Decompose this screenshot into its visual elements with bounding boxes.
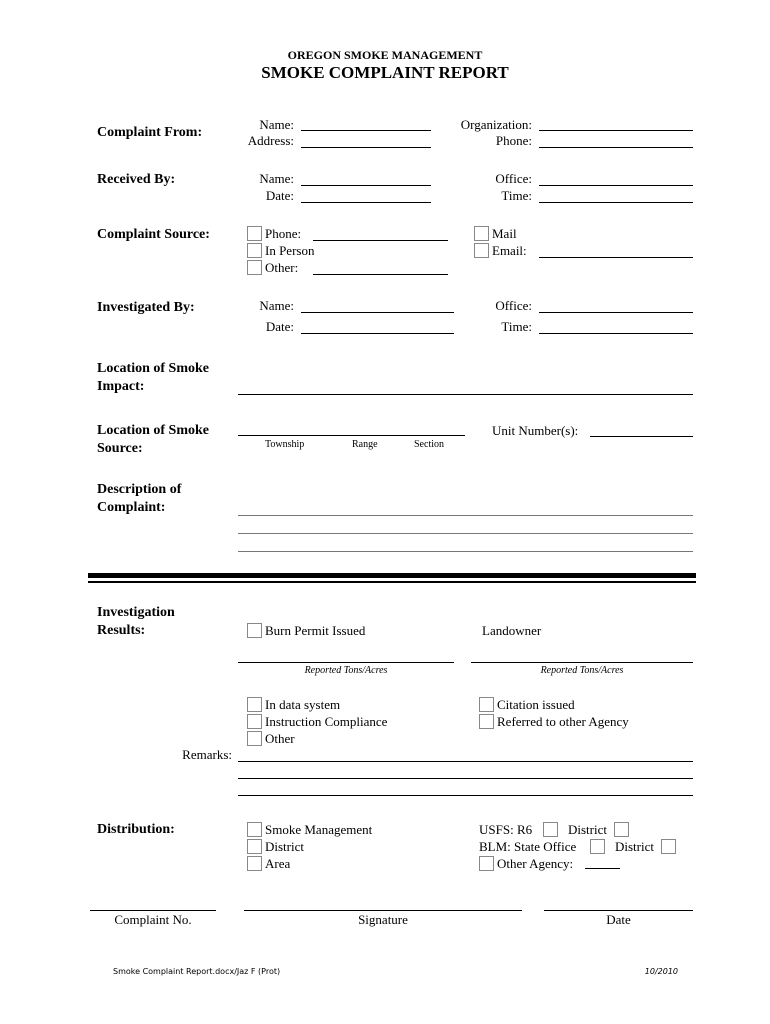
- usfs-r6-label: USFS: R6: [479, 822, 533, 837]
- range-caption: Range: [352, 439, 378, 450]
- usfs-district-checkbox[interactable]: [614, 822, 629, 837]
- footer-filename: Smoke Complaint Report.docx/Jaz F (Prot): [113, 967, 281, 976]
- description-label-line2: Complaint:: [97, 500, 166, 515]
- investigated-by-time-label: Time:: [501, 319, 532, 334]
- source-mail-checkbox[interactable]: [474, 226, 489, 241]
- source-phone-label: Phone:: [265, 226, 302, 241]
- unit-numbers-field[interactable]: [590, 436, 693, 437]
- distribution-district-checkbox[interactable]: [247, 839, 262, 854]
- permit-tons-caption: Reported Tons/Acres: [304, 665, 388, 676]
- date-label: Date: [606, 912, 631, 927]
- usfs-district-label: District: [568, 822, 607, 837]
- other-agency-field[interactable]: [585, 868, 620, 869]
- remarks-line-1[interactable]: [238, 761, 693, 762]
- description-label-line1: Description of: [97, 482, 182, 497]
- blm-district-label: District: [615, 839, 654, 854]
- investigated-by-name-label: Name:: [259, 298, 294, 313]
- citation-issued-checkbox[interactable]: [479, 697, 494, 712]
- investigation-label-line1: Investigation: [97, 605, 175, 620]
- instruction-compliance-checkbox[interactable]: [247, 714, 262, 729]
- complaint-from-phone-field[interactable]: [539, 147, 693, 148]
- investigated-by-office-label: Office:: [495, 298, 532, 313]
- date-field[interactable]: [544, 910, 693, 911]
- in-data-system-checkbox[interactable]: [247, 697, 262, 712]
- complaint-from-address-field[interactable]: [301, 147, 431, 148]
- other-agency-checkbox[interactable]: [479, 856, 494, 871]
- unit-numbers-label: Unit Number(s):: [492, 423, 579, 438]
- description-line-3[interactable]: [238, 551, 693, 552]
- other-agency-label: Other Agency:: [497, 856, 574, 871]
- blm-district-checkbox[interactable]: [661, 839, 676, 854]
- form-title: SMOKE COMPLAINT REPORT: [261, 63, 509, 82]
- distribution-area-label: Area: [265, 856, 291, 871]
- section-divider-thick: [88, 573, 696, 578]
- investigated-by-office-field[interactable]: [539, 312, 693, 313]
- instruction-compliance-label: Instruction Compliance: [265, 714, 388, 729]
- remarks-label: Remarks:: [182, 747, 232, 762]
- blm-state-office-label: BLM: State Office: [479, 839, 577, 854]
- location-impact-label-line2: Impact:: [97, 379, 145, 394]
- complaint-from-organization-label: Organization:: [460, 117, 532, 132]
- complaint-source-label: Complaint Source:: [97, 227, 210, 242]
- source-other-checkbox[interactable]: [247, 260, 262, 275]
- received-by-time-label: Time:: [501, 188, 532, 203]
- received-by-name-field[interactable]: [301, 185, 431, 186]
- burn-permit-label: Burn Permit Issued: [265, 623, 366, 638]
- investigation-other-checkbox[interactable]: [247, 731, 262, 746]
- signature-label: Signature: [358, 912, 408, 927]
- received-by-time-field[interactable]: [539, 202, 693, 203]
- location-impact-field[interactable]: [238, 394, 693, 395]
- distribution-label: Distribution:: [97, 822, 175, 837]
- description-line-1[interactable]: [238, 515, 693, 516]
- complaint-no-field[interactable]: [90, 910, 216, 911]
- section-divider-thin: [88, 581, 696, 583]
- permit-tons-field[interactable]: [238, 662, 454, 663]
- received-by-office-label: Office:: [495, 171, 532, 186]
- usfs-r6-checkbox[interactable]: [543, 822, 558, 837]
- complaint-from-name-label: Name:: [259, 117, 294, 132]
- description-line-2[interactable]: [238, 533, 693, 534]
- complaint-from-phone-label: Phone:: [495, 133, 532, 148]
- footer-revision: 10/2010: [644, 967, 678, 976]
- landowner-tons-caption: Reported Tons/Acres: [540, 665, 624, 676]
- location-impact-label-line1: Location of Smoke: [97, 361, 209, 376]
- received-by-label: Received By:: [97, 172, 176, 187]
- source-email-label: Email:: [492, 243, 527, 258]
- investigated-by-label: Investigated By:: [97, 300, 195, 315]
- agency-name: OREGON SMOKE MANAGEMENT: [287, 48, 483, 62]
- complaint-from-organization-field[interactable]: [539, 130, 693, 131]
- received-by-office-field[interactable]: [539, 185, 693, 186]
- received-by-name-label: Name:: [259, 171, 294, 186]
- in-data-system-label: In data system: [265, 697, 341, 712]
- source-phone-checkbox[interactable]: [247, 226, 262, 241]
- location-source-label-line2: Source:: [97, 441, 143, 456]
- township-caption: Township: [265, 439, 305, 450]
- complaint-no-label: Complaint No.: [114, 912, 192, 927]
- remarks-line-2[interactable]: [238, 778, 693, 779]
- referred-agency-label: Referred to other Agency: [497, 714, 629, 729]
- received-by-date-label: Date:: [265, 188, 294, 203]
- blm-state-office-checkbox[interactable]: [590, 839, 605, 854]
- complaint-from-name-field[interactable]: [301, 130, 431, 131]
- section-caption: Section: [414, 439, 444, 450]
- investigated-by-date-label: Date:: [265, 319, 294, 334]
- location-source-field[interactable]: [238, 435, 465, 436]
- source-mail-label: Mail: [492, 226, 517, 241]
- remarks-line-3[interactable]: [238, 795, 693, 796]
- smoke-management-checkbox[interactable]: [247, 822, 262, 837]
- landowner-tons-field[interactable]: [471, 662, 693, 663]
- source-email-field[interactable]: [539, 257, 693, 258]
- smoke-management-label: Smoke Management: [265, 822, 373, 837]
- source-phone-field[interactable]: [313, 240, 448, 241]
- referred-agency-checkbox[interactable]: [479, 714, 494, 729]
- source-other-label: Other:: [265, 260, 299, 275]
- complaint-from-label: Complaint From:: [97, 125, 203, 140]
- burn-permit-checkbox[interactable]: [247, 623, 262, 638]
- source-other-field[interactable]: [313, 274, 448, 275]
- investigation-other-label: Other: [265, 731, 295, 746]
- received-by-date-field[interactable]: [301, 202, 431, 203]
- signature-field[interactable]: [244, 910, 522, 911]
- investigation-label-line2: Results:: [97, 623, 146, 638]
- distribution-area-checkbox[interactable]: [247, 856, 262, 871]
- citation-issued-label: Citation issued: [497, 697, 575, 712]
- location-source-label-line1: Location of Smoke: [97, 423, 209, 438]
- distribution-district-label: District: [265, 839, 304, 854]
- investigated-by-date-field[interactable]: [301, 333, 454, 334]
- source-email-checkbox[interactable]: [474, 243, 489, 258]
- source-in-person-checkbox[interactable]: [247, 243, 262, 258]
- complaint-from-address-label: Address:: [247, 133, 294, 148]
- source-in-person-label: In Person: [265, 243, 315, 258]
- investigated-by-name-field[interactable]: [301, 312, 454, 313]
- landowner-label: Landowner: [482, 623, 542, 638]
- investigated-by-time-field[interactable]: [539, 333, 693, 334]
